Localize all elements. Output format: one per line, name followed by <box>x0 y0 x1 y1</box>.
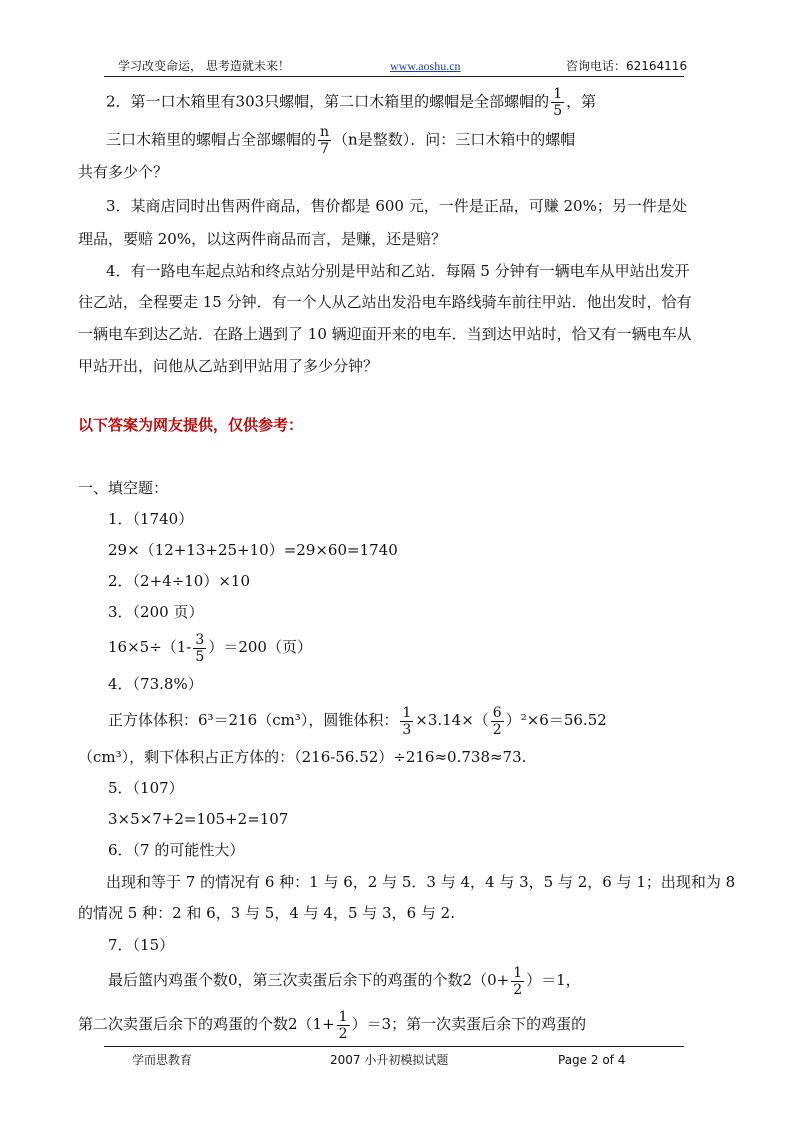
footer-title: 2007 小升初模拟试题 <box>330 1053 449 1067</box>
fraction-denominator: 5 <box>195 648 205 665</box>
fraction-numerator: 1 <box>402 704 412 721</box>
answer-4-title: 4．（73.8%） <box>108 675 203 693</box>
answer-2-title: 2．（2+4÷10）×10 <box>108 572 251 590</box>
answer-3-title: 3．（200 页） <box>108 603 204 621</box>
footer-rule <box>104 1046 684 1047</box>
problem-2-line-2 <box>106 124 575 157</box>
fraction-denominator: 3 <box>402 721 412 738</box>
footer-page-number: Page 2 of 4 <box>558 1053 626 1067</box>
header-slogan: 学习改变命运， 思考造就未来！ <box>118 59 290 73</box>
problem-3-line-2: 理品，要赔 20%，以这两件商品而言，是赚，还是赔？ <box>78 230 447 248</box>
answer-3-work-b: ）＝200（页） <box>208 638 312 656</box>
answers-heading: 以下答案为网友提供，仅供参考： <box>78 416 304 434</box>
answer-3-work-a: 16×5÷（1- <box>108 638 192 656</box>
fraction-n-sevenths <box>318 124 331 157</box>
answer-7-work-b: ）＝1， <box>526 971 581 989</box>
answer-3-work <box>108 630 312 665</box>
fraction-numerator: 1 <box>513 964 523 981</box>
answer-4-work-line-2: （cm³），剩下体积占正方体的：（216-56.52）÷216≈0.738≈73. <box>78 748 527 766</box>
answer-6-title: 6．（7 的可能性大） <box>108 841 245 859</box>
problem-2-text-b: ，第 <box>566 92 597 111</box>
answer-4-work-c: ）²×6＝56.52 <box>505 711 607 729</box>
fraction-numerator: 1 <box>338 1008 348 1025</box>
answer-1-work: 29×（12+13+25+10）=29×60=1740 <box>108 541 398 559</box>
fraction-six-halves <box>491 705 504 738</box>
header-rule <box>104 76 684 77</box>
fraction-one-half <box>511 965 524 998</box>
answer-1-title: 1．（1740） <box>108 510 194 528</box>
fraction-numerator: 6 <box>492 704 502 721</box>
header-website-link[interactable]: www.aoshu.cn <box>390 59 461 73</box>
problem-2-line-1 <box>106 86 596 119</box>
answer-4-work-b: ×3.14×（ <box>415 711 489 729</box>
fraction-denominator: 5 <box>553 103 563 119</box>
problem-2-text-c: 三口木箱里的螺帽占全部螺帽的 <box>106 130 317 149</box>
fraction-denominator: 2 <box>338 1025 348 1042</box>
answer-6-work-line-1: 出现和等于 7 的情况有 6 种：1 与 6，2 与 5．3 与 4，4 与 3，5 与 2，6 与 1；出现和为 8 <box>106 873 736 891</box>
problem-4-line-3: 一辆电车到达乙站．在路上遇到了 10 辆迎面开来的电车．当到达甲站时，恰又有一辆电车从 <box>78 325 692 343</box>
answer-4-work-line-1 <box>108 702 607 738</box>
problem-2-line-3: 共有多少个？ <box>78 163 169 181</box>
fraction-one-half <box>337 1009 350 1042</box>
answer-7-work-a: 最后篮内鸡蛋个数0，第三次卖蛋后余下的鸡蛋的个数2（0+ <box>108 971 510 989</box>
answer-5-title: 5．（107） <box>108 779 184 797</box>
answer-7-work-line-2 <box>78 1006 586 1042</box>
answer-7-work-d: ）＝3；第一次卖蛋后余下的鸡蛋的 <box>351 1015 587 1033</box>
fraction-numerator: 3 <box>195 631 205 648</box>
answer-7-title: 7．（15） <box>108 936 175 954</box>
section-fill-in-blank: 一、填空题： <box>78 479 169 497</box>
fraction-denominator: 2 <box>492 721 502 738</box>
fraction-one-third <box>400 705 413 738</box>
fraction-three-fifths <box>193 632 206 665</box>
answer-5-work: 3×5×7+2=105+2=107 <box>108 810 289 828</box>
problem-2-text-a: 2．第一口木箱里有303只螺帽，第二口木箱里的螺帽是全部螺帽的 <box>106 92 550 111</box>
problem-3-line-1: 3．某商店同时出售两件商品，售价都是 600 元，一件是正品，可赚 20%；另一件是处 <box>106 197 687 215</box>
answer-7-work-c: 第二次卖蛋后余下的鸡蛋的个数2（1+ <box>78 1015 335 1033</box>
fraction-numerator: n <box>320 124 330 140</box>
problem-4-line-4: 甲站开出，问他从乙站到甲站用了多少分钟？ <box>78 357 379 375</box>
footer-org: 学而思教育 <box>132 1053 193 1067</box>
fraction-denominator: 7 <box>320 141 329 157</box>
fraction-denominator: 2 <box>513 981 523 998</box>
header-phone: 咨询电话：62164116 <box>566 59 688 73</box>
answer-7-work-line-1 <box>108 962 581 998</box>
problem-2-text-d: （n是整数）．问：三口木箱中的螺帽 <box>333 130 576 149</box>
fraction-numerator: 1 <box>553 86 563 102</box>
answer-6-work-line-2: 的情况 5 种：2 和 6，3 与 5，4 与 4，5 与 3，6 与 2. <box>78 904 455 922</box>
problem-4-line-1: 4．有一路电车起点站和终点站分别是甲站和乙站．每隔 5 分钟有一辆电车从甲站出发开 <box>106 262 690 280</box>
fraction-one-fifth <box>551 86 564 119</box>
problem-4-line-2: 往乙站，全程要走 15 分钟．有一个人从乙站出发沿电车路线骑车前往甲站．他出发时，恰有 <box>78 293 692 311</box>
answer-4-work-a: 正方体体积：6³＝216（cm³），圆锥体积： <box>108 711 399 729</box>
